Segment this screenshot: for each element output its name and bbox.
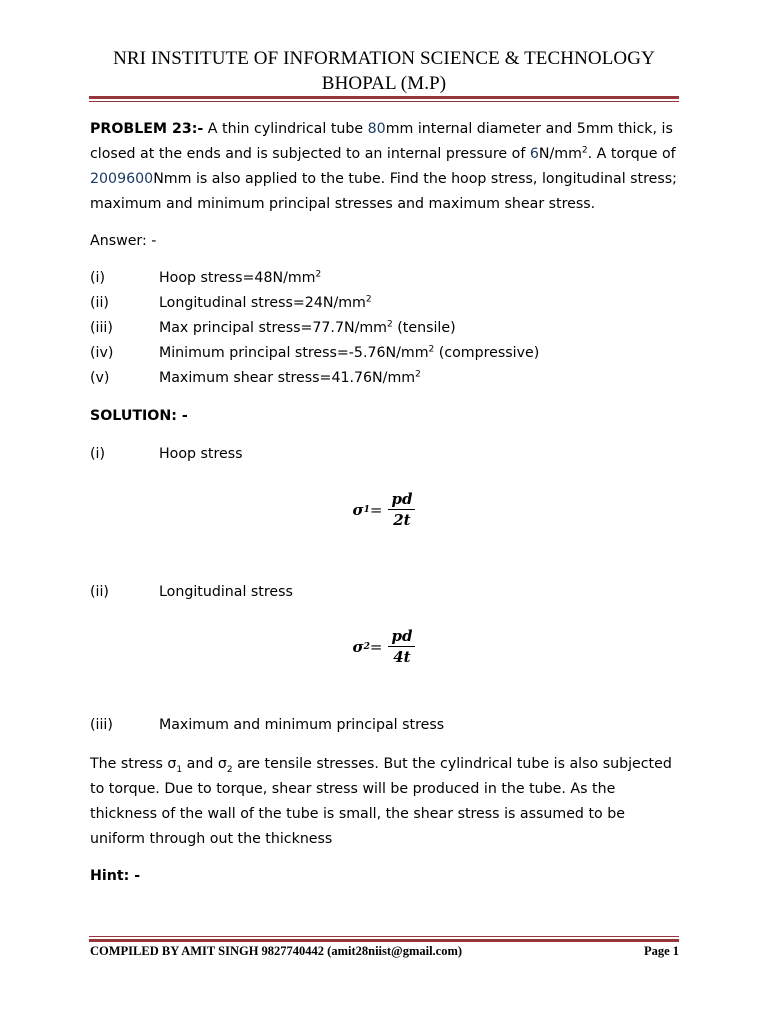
hoop-stress-formula: σ 1 = $\frac{pd}{2t}$ (0, 490, 768, 529)
answer-list (90, 266, 680, 391)
answer-item (90, 341, 680, 366)
fraction: $\frac{pd}{4t}$ (388, 627, 415, 666)
answer-item (90, 316, 680, 341)
footer-rule-thin (89, 936, 679, 937)
page-number: Page 1 (643, 944, 679, 958)
problem-statement: PROBLEM 23:- A thin cylindrical tube 80mm internal diameter and 5mm thick, is closed at the ends and is subjected to an internal pressure of $6N/mm^2$. A torque of 2009600Nmm is also applied to the tube. Find the hoop stress, longitudinal stress; maximum and minimum principal stresses and maximum shear stress. (90, 121, 677, 212)
torque-value: 2009600 (90, 171, 154, 187)
step-number: (i) (90, 446, 106, 462)
pressure-value: 6 (529, 146, 539, 162)
header-rule-thin (89, 101, 679, 102)
answer-item (90, 366, 680, 391)
longitudinal-stress-formula: σ 2 = $\frac{pd}{4t}$ (0, 627, 768, 666)
answer-text: Hoop $stress=48N/mm^2$ (159, 269, 322, 286)
answer-number: (ii) (90, 295, 109, 311)
solution-step (90, 442, 680, 467)
answer-number: (i) (90, 270, 106, 286)
answer-text: Minimum principal $stress=-5.76N/mm^2$ (compressive) (159, 344, 540, 361)
footer-rule-thick (89, 939, 679, 942)
answer-number: (v) (90, 370, 110, 386)
document-header (0, 46, 768, 96)
fraction: $\frac{pd}{2t}$ (388, 490, 415, 529)
institute-name: NRI INSTITUTE OF INFORMATION SCIENCE & TECHNOLOGY (113, 48, 655, 69)
hint-label: Hint: - (90, 868, 141, 884)
answer-text: Maximum shear $stress=41.76N/mm^2$ (159, 369, 421, 386)
answer-number: (iii) (90, 320, 113, 336)
diameter-value: 80 (367, 121, 386, 137)
answer-text: Max principal $stress=77.7N/mm^2$ (tensile) (159, 319, 456, 336)
answer-text: Longitudinal $stress=24N/mm^2$ (159, 294, 372, 311)
step-number: (iii) (90, 717, 113, 733)
solution-step (90, 580, 680, 605)
explanation-paragraph: The stress $\sigma_1$ and $\sigma_2$ are tensile stresses. But the cylindrical tube is also subjected to torque. Due to torque, shear stress will be produced in the tube. As the thickness of the wall of the tube is small, the shear stress is assumed to be uniform through out the thickness (90, 756, 672, 847)
step-number: (ii) (90, 584, 109, 600)
solution-step (90, 713, 680, 738)
problem-label: PROBLEM 23:- (90, 121, 204, 137)
answer-item (90, 266, 680, 291)
step-title: Maximum and minimum principal stress (159, 717, 445, 733)
step-title: Hoop stress (159, 446, 243, 462)
answer-number: (iv) (90, 345, 114, 361)
compiled-by: COMPILED BY AMIT SINGH 9827740442 (amit28niist@gmail.com) (90, 944, 463, 958)
answer-item (90, 291, 680, 316)
header-rule-thick (89, 96, 679, 99)
answer-label: Answer: - (90, 233, 157, 249)
step-title: Longitudinal stress (159, 584, 293, 600)
institute-location: BHOPAL (M.P) (321, 73, 447, 94)
solution-label: SOLUTION: - (90, 408, 188, 424)
document-footer (90, 944, 679, 959)
